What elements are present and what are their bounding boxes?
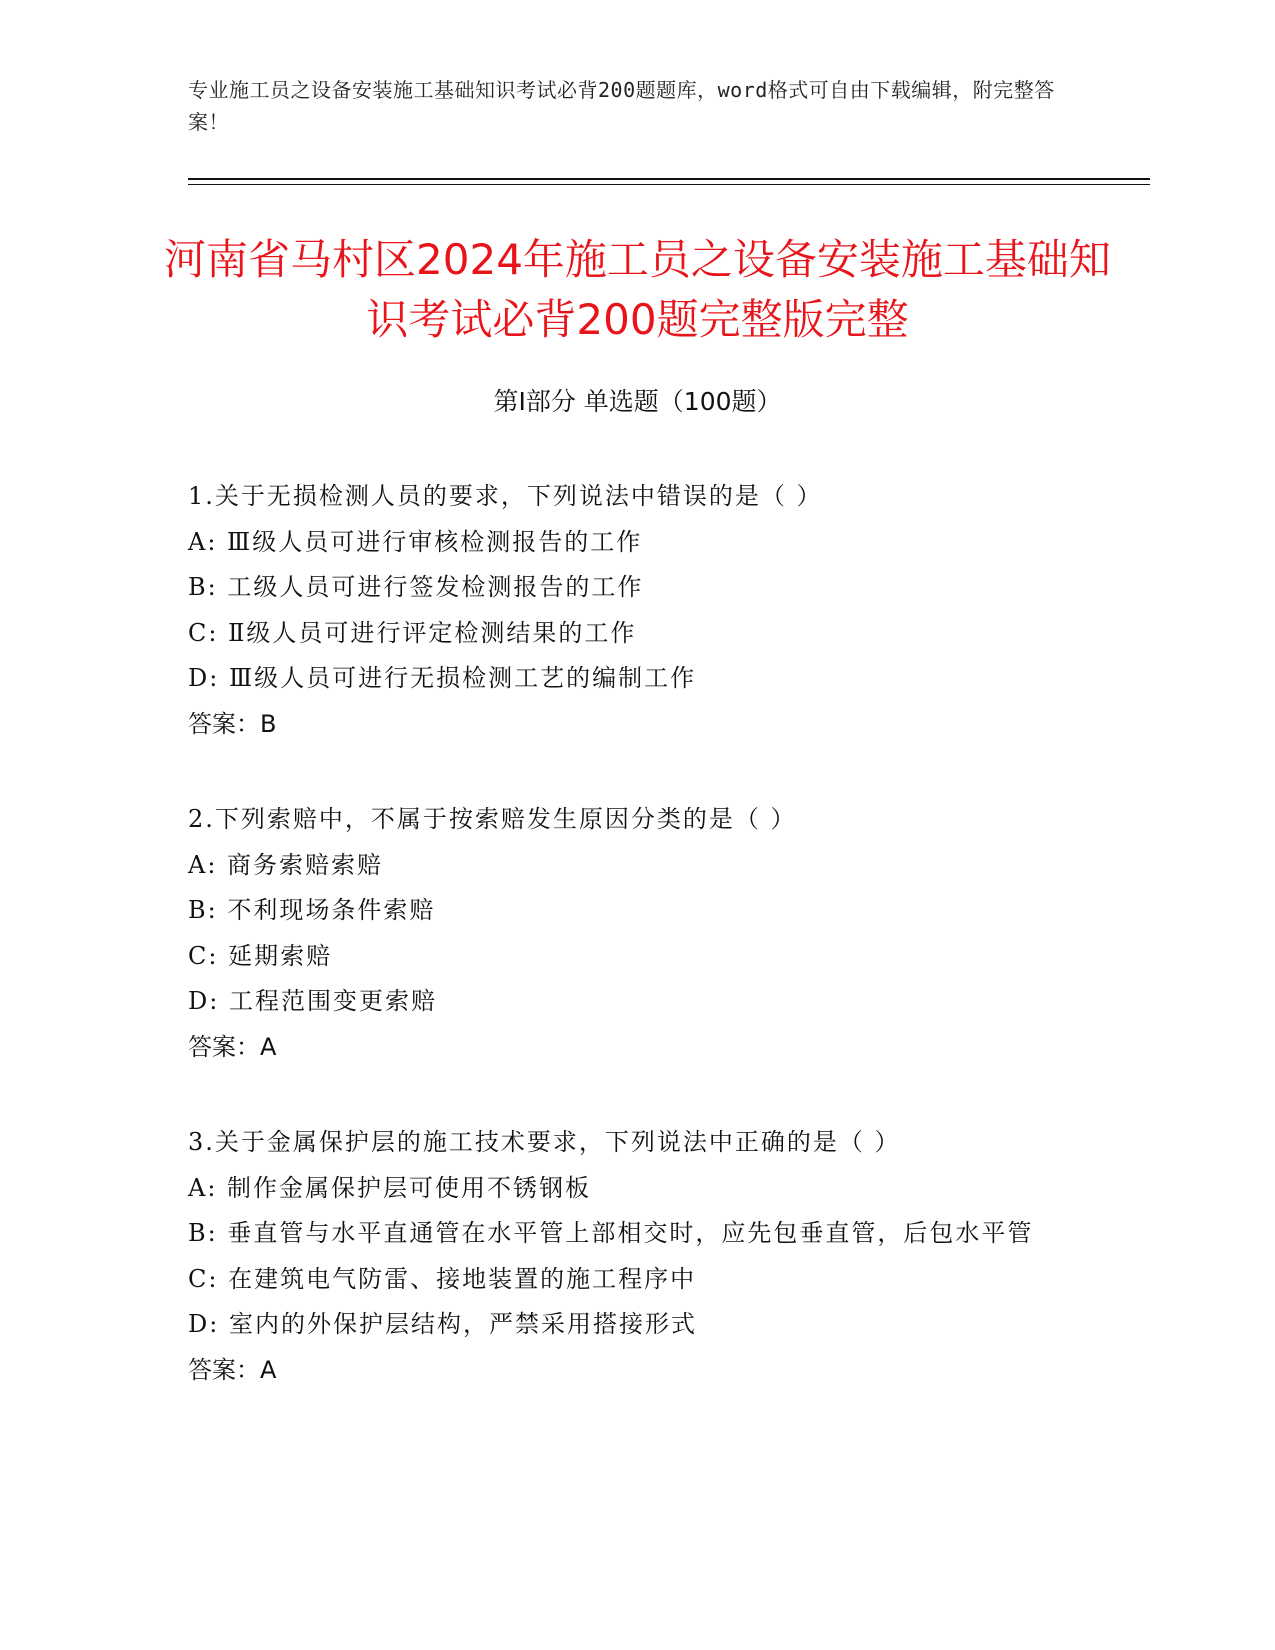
header-note: 专业施工员之设备安装施工基础知识考试必背200题题库，word格式可自由下载编辑，附完整答案！ (188, 78, 1055, 134)
option-a: A: 制作金属保护层可使用不锈钢板 (188, 1173, 592, 1202)
question-stem: 1.关于无损检测人员的要求，下列说法中错误的是（ ） (188, 482, 823, 510)
option-d: D: Ⅲ级人员可进行无损检测工艺的编制工作 (188, 664, 697, 692)
option-c: C: 延期索赔 (188, 941, 333, 970)
header-divider-thick (188, 178, 1150, 180)
option-c: C: Ⅱ级人员可进行评定检测结果的工作 (188, 618, 637, 647)
question-2 (188, 797, 1088, 1070)
header-divider-thin (188, 184, 1150, 185)
option-b: B: 工级人员可进行签发检测报告的工作 (188, 573, 644, 601)
option-d: D: 室内的外保护层结构，严禁采用搭接形式 (188, 1310, 697, 1338)
answer-line: 答案：A (188, 1032, 277, 1061)
option-d: D: 工程范围变更索赔 (188, 987, 437, 1015)
option-b: B: 垂直管与水平直通管在水平管上部相交时，应先包垂直管，后包水平管 (188, 1219, 1034, 1247)
question-1 (188, 474, 1088, 747)
answer-line: 答案：A (188, 1355, 277, 1384)
option-a: A: Ⅲ级人员可进行审核检测报告的工作 (188, 527, 643, 556)
question-stem: 3.关于金属保护层的施工技术要求，下列说法中正确的是（ ） (188, 1128, 901, 1156)
option-a: A: 商务索赔索赔 (188, 850, 384, 879)
option-c: C: 在建筑电气防雷、接地装置的施工程序中 (188, 1264, 697, 1293)
question-3 (188, 1120, 1088, 1393)
question-list (188, 474, 1088, 1443)
question-stem: 2.下列索赔中，不属于按索赔发生原因分类的是（ ） (188, 805, 797, 833)
answer-line: 答案：B (188, 709, 277, 738)
option-b: B: 不利现场条件索赔 (188, 896, 436, 924)
document-title: 河南省马村区2024年施工员之设备安装施工基础知识考试必背200题完整版完整 (164, 235, 1111, 344)
section-heading: 第Ⅰ部分 单选题（100题） (493, 387, 782, 416)
